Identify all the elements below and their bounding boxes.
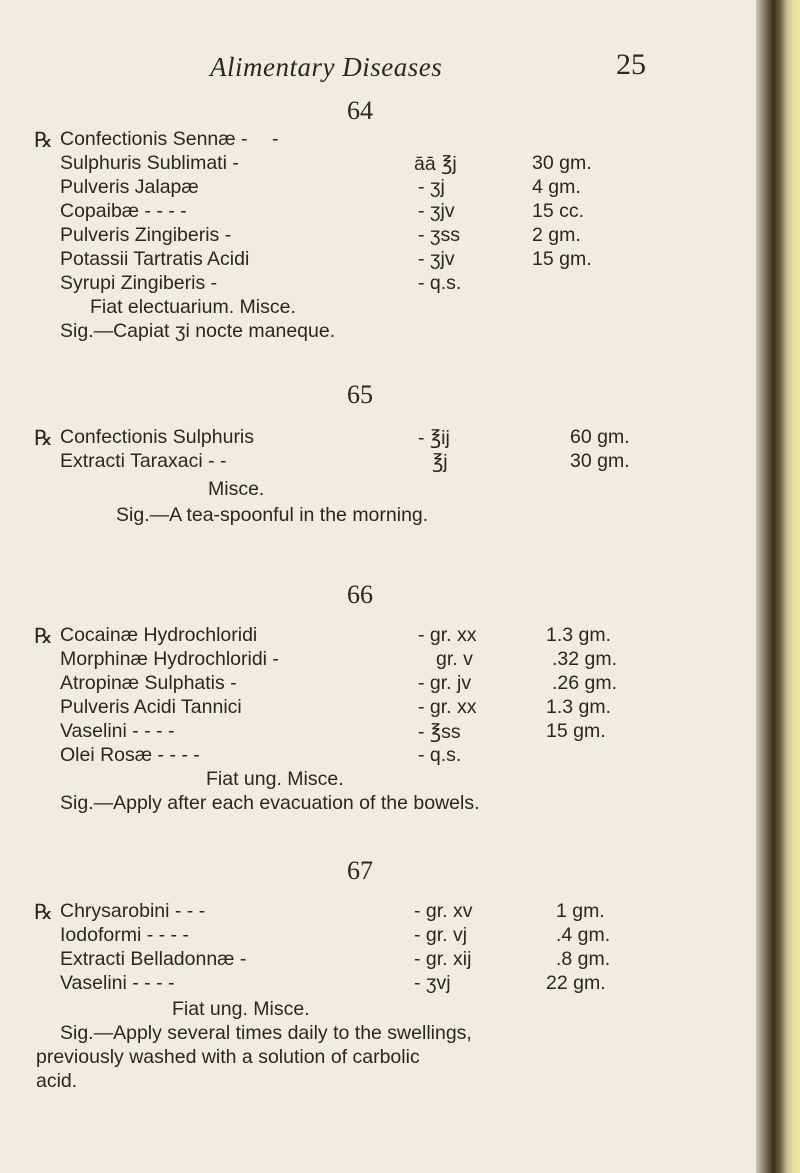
ingredient-metric: 30 gm.: [570, 450, 630, 472]
direction-line: previously washed with a solution of carbolic: [36, 1046, 420, 1068]
rx-symbol: ℞: [34, 128, 53, 152]
ingredient-name: Confectionis Sulphuris: [60, 426, 255, 448]
ingredient-metric: 30 gm.: [532, 152, 592, 174]
ingredient-metric: 1.3 gm.: [546, 696, 612, 718]
prescription-number: 65: [347, 380, 373, 409]
running-title: Alimentary Diseases: [210, 52, 443, 82]
page-number: 25: [616, 48, 646, 81]
ingredient-metric: 22 gm.: [546, 972, 606, 994]
ingredient-dose: - ℥ss: [418, 721, 461, 743]
ingredient-dose: - ʒjv: [418, 200, 455, 222]
ingredient-dose: - ʒvj: [414, 972, 451, 994]
ingredient-dose: - ʒss: [418, 224, 461, 246]
ingredient-dose: - gr. vj: [414, 924, 468, 946]
direction-line: Sig.—Capiat ʒi nocte maneque.: [60, 320, 336, 342]
ingredient-name: Confectionis Sennæ -: [60, 128, 248, 150]
ingredient-name: Atropinæ Sulphatis -: [60, 672, 237, 694]
ingredient-metric: .4 gm.: [556, 924, 611, 946]
ingredient-dose: -: [272, 128, 279, 150]
ingredient-metric: 60 gm.: [570, 426, 630, 448]
ingredient-metric: 2 gm.: [532, 224, 581, 246]
ingredient-name: Chrysarobini - - -: [60, 900, 206, 922]
ingredient-name: Sulphuris Sublimati -: [60, 152, 239, 174]
book-spine-edge: [756, 0, 800, 1173]
ingredient-dose: - gr. xx: [418, 696, 477, 718]
direction-line: acid.: [36, 1070, 78, 1092]
rx-symbol: ℞: [34, 900, 53, 924]
ingredient-metric: 1.3 gm.: [546, 624, 612, 646]
ingredient-dose: - gr. xij: [414, 948, 472, 970]
direction-line: Fiat ung. Misce.: [172, 998, 310, 1020]
ingredient-name: Pulveris Acidi Tannici: [60, 696, 242, 718]
rx-symbol: ℞: [34, 624, 53, 648]
ingredient-name: Vaselini - - - -: [60, 720, 175, 742]
ingredient-name: Extracti Taraxaci - -: [60, 450, 227, 472]
ingredient-metric: 4 gm.: [532, 176, 581, 198]
ingredient-name: Vaselini - - - -: [60, 972, 175, 994]
ingredient-metric: .8 gm.: [556, 948, 611, 970]
ingredient-name: Syrupi Zingiberis -: [60, 272, 218, 294]
ingredient-name: Copaibæ - - - -: [60, 200, 187, 222]
ingredient-name: Potassii Tartratis Acidi: [60, 248, 250, 270]
ingredient-name: Morphinæ Hydrochloridi -: [60, 648, 279, 670]
ingredient-dose: - gr. jv: [418, 672, 472, 694]
direction-line: Sig.—A tea-spoonful in the morning.: [116, 504, 429, 526]
ingredient-name: Cocainæ Hydrochloridi: [60, 624, 258, 646]
direction-line: Misce.: [208, 478, 265, 500]
direction-line: Sig.—Apply after each evacuation of the bowels.: [60, 792, 480, 814]
ingredient-name: Olei Rosæ - - - -: [60, 744, 200, 766]
prescription-number: 66: [347, 580, 373, 609]
ingredient-dose: āā ℥j: [414, 153, 457, 175]
ingredient-name: Iodoformi - - - -: [60, 924, 189, 946]
ingredient-dose: - ʒjv: [418, 248, 455, 270]
ingredient-dose: gr. v: [436, 648, 473, 670]
ingredient-dose: - gr. xx: [418, 624, 477, 646]
ingredient-metric: .32 gm.: [552, 648, 618, 670]
prescription-number: 64: [347, 96, 373, 125]
direction-line: Sig.—Apply several times daily to the swellings,: [60, 1022, 472, 1044]
ingredient-dose: - gr. xv: [414, 900, 473, 922]
rx-symbol: ℞: [34, 426, 53, 450]
ingredient-name: Extracti Belladonnæ -: [60, 948, 247, 970]
ingredient-metric: 15 gm.: [546, 720, 606, 742]
ingredient-dose: - q.s.: [418, 272, 462, 294]
ingredient-name: Pulveris Zingiberis -: [60, 224, 232, 246]
ingredient-metric: 15 gm.: [532, 248, 592, 270]
direction-line: Fiat electuarium. Misce.: [90, 296, 296, 318]
ingredient-metric: 15 cc.: [532, 200, 585, 222]
ingredient-dose: - ℥ij: [418, 427, 450, 449]
ingredient-dose: - q.s.: [418, 744, 462, 766]
ingredient-metric: 1 gm.: [556, 900, 605, 922]
running-header: [210, 44, 670, 90]
ingredient-name: Pulveris Jalapæ: [60, 176, 199, 198]
ingredient-dose: - ʒj: [418, 176, 445, 198]
ingredient-metric: .26 gm.: [552, 672, 618, 694]
ingredient-dose: ℥j: [432, 451, 448, 473]
direction-line: Fiat ung. Misce.: [206, 768, 344, 790]
prescription-number: 67: [347, 856, 373, 885]
